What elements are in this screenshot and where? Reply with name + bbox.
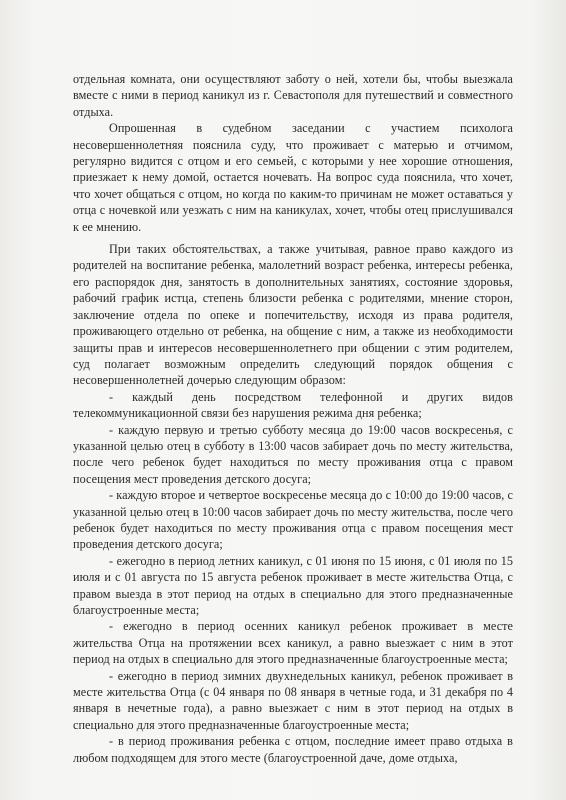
list-item: - ежегодно в период осенних каникул ребенок проживает в месте жительства Отца на протяжении всех каникул, а равно выезжает с ним в этот период на отдых в специально для этого предназначенные благоустроенные места; xyxy=(73,619,513,667)
list-item: - ежегодно в период летних каникул, с 01 июня по 15 июня, с 01 июля по 15 июля и с 01 августа по 15 августа ребенок проживает в месте жительства Отца, с правом выезда в этот период на отдых в специально для этого предназначенные благоустроенные места; xyxy=(73,553,513,617)
list-item: - каждую первую и третью субботу месяца до 19:00 часов воскресенья, с указанной целью отец в субботу в 13:00 часов забирает дочь по месту жительства, после чего ребенок будет находиться по месту проживания отца с правом посещения мест проведения детского досуга; xyxy=(73,422,513,486)
paragraph: Опрошенная в судебном заседании с участием психолога несовершеннолетняя пояснила суду, что проживает с матерью и отчимом, регулярно видится с отцом и его семьей, с которыми у нее хорошие отношения, приезжает к нему домой, остается ночевать. На вопрос суда пояснила, что хочет, что хочет общаться с отцом, но когда по каким-то причинам не может оставаться у отца с ночевкой или уезжать с ним на каникулах, хочет, чтобы отец прислушивался к ее мнению. xyxy=(73,121,513,234)
paragraph: отдельная комната, они осуществляют заботу о ней, хотели бы, чтобы выезжала вместе с ними в период каникул из г. Севастополя для путешествий и совместного отдыха. xyxy=(73,72,513,119)
list-item: - ежегодно в период зимних двухнедельных каникул, ребенок проживает в месте жительства Отца (с 04 января по 08 января в четные года, и 31 декабря по 4 января в нечетные года), а равно выезжает с ним в этот период на отдых в специально для этого предназначенные благоустроенные места; xyxy=(73,668,513,732)
list-item: - каждый день посредством телефонной и других видов телекоммуникационной связи без нарушения режима дня ребенка; xyxy=(73,389,513,421)
list-item: - каждую второе и четвертое воскресенье месяца до с 10:00 до 19:00 часов, с указанной целью отец в 10:00 часов забирает дочь по месту жительства, после чего ребенок будет находиться по месту проживания отца с правом посещения мест проведения детского досуга; xyxy=(73,488,513,552)
list-item: - в период проживания ребенка с отцом, последние имеет право отдыха в любом подходящем для этого месте (благоустроенной даче, доме отдыха, xyxy=(73,734,513,765)
paragraph: При таких обстоятельствах, а также учитывая, равное право каждого из родителей на воспитание ребенка, малолетний возраст ребенка, интересы ребенка, его распорядок дня, занятость в дополнительных занятиях, состояние здоровья, рабочий график истца, степень близости ребенка с родителями, мнение сторон, заключение отдела по опеке и попечительству, исходя из права родителя, проживающего отдельно от ребенка, на общение с ним, а также из необходимости защиты прав и интересов несовершеннолетнего при общении с этим родителем, суд полагает возможным определить следующий порядок общения с несовершеннолетней дочерью следующим образом: xyxy=(73,242,513,388)
document-body xyxy=(73,71,513,766)
